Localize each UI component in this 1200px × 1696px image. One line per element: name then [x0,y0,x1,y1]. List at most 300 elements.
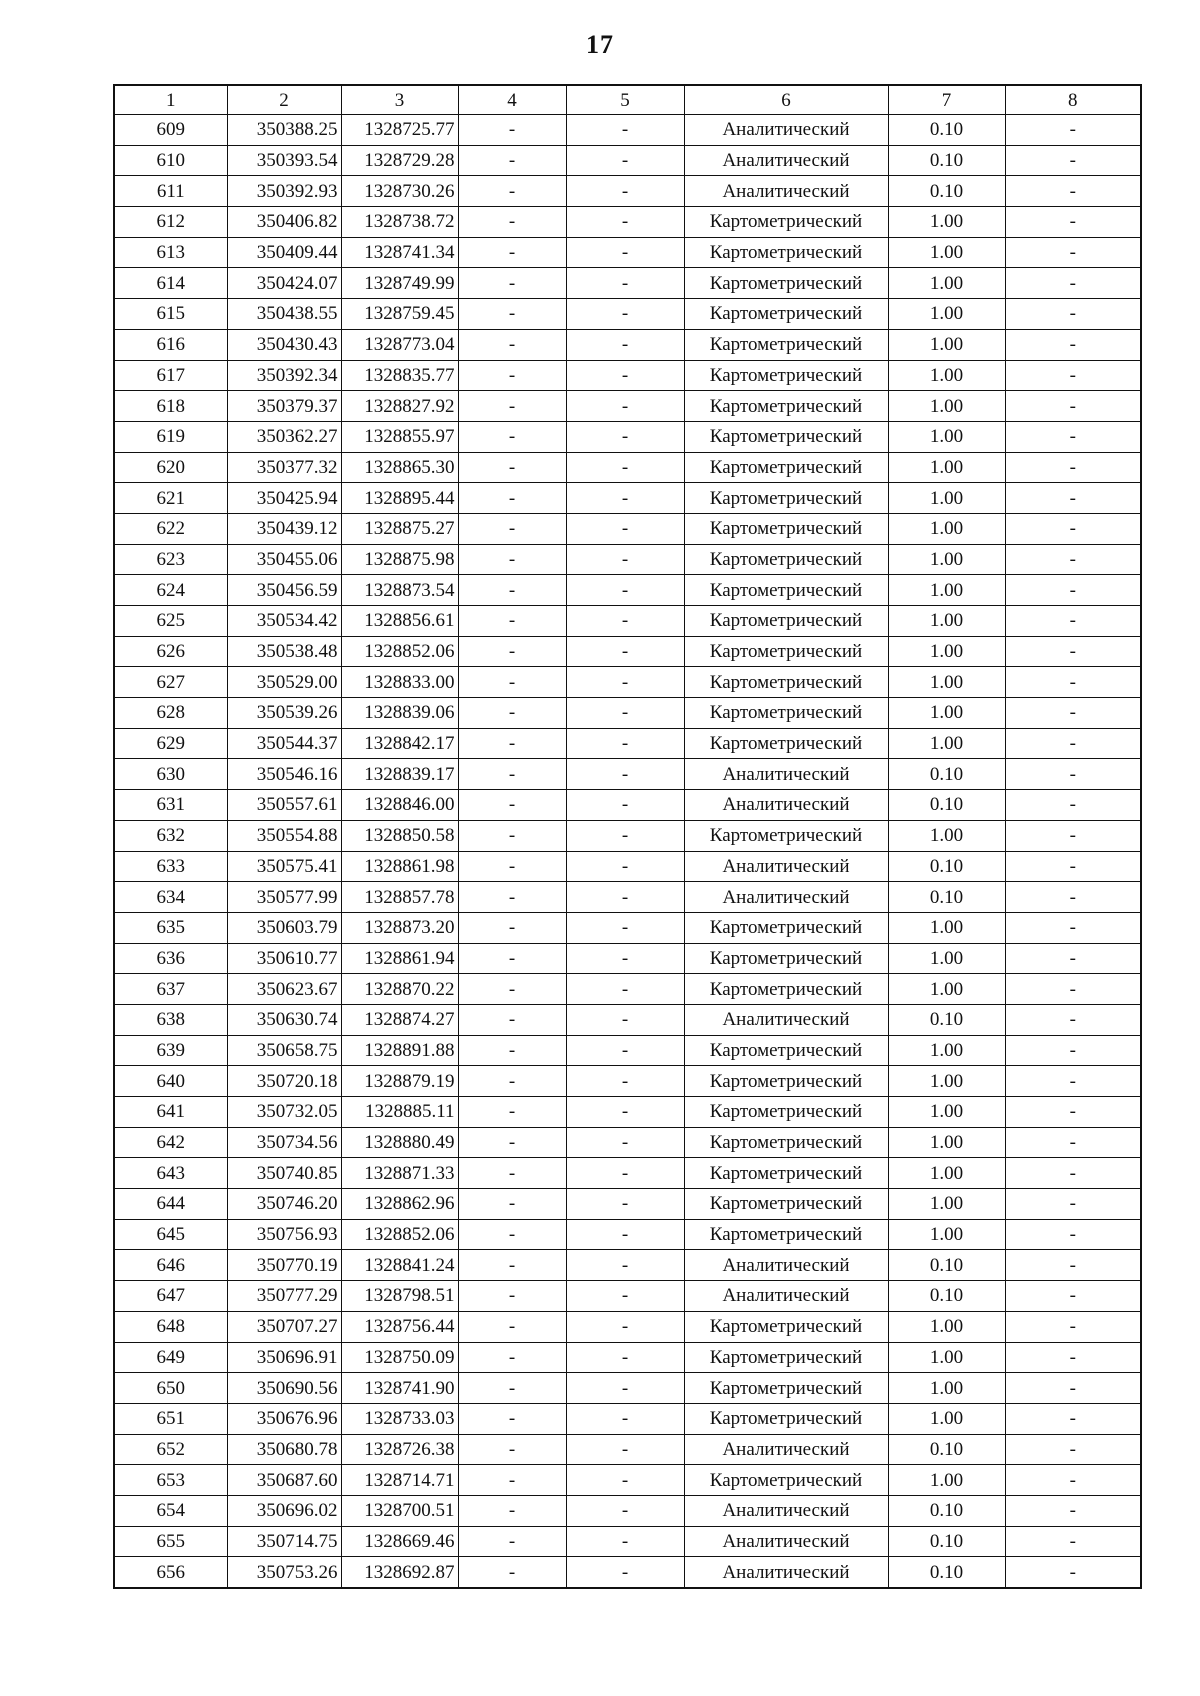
x-coordinate-cell: 350392.34 [227,360,341,391]
column-header-1: 1 [114,85,227,115]
table-row [114,1495,1141,1526]
x-coordinate-cell: 350630.74 [227,1004,341,1035]
method-cell: Картометрический [684,391,888,422]
point-number-cell: 653 [114,1465,227,1496]
method-cell: Аналитический [684,1557,888,1588]
x-coordinate-cell: 350676.96 [227,1403,341,1434]
col-4-value-cell: - [458,636,566,667]
col-4-value-cell: - [458,237,566,268]
col-5-value-cell: - [566,606,684,637]
col-8-value-cell: - [1005,268,1141,299]
method-cell: Картометрический [684,513,888,544]
method-cell: Аналитический [684,759,888,790]
col-4-value-cell: - [458,1281,566,1312]
accuracy-cell: 1.00 [888,391,1005,422]
table-row [114,790,1141,821]
table-row [114,1526,1141,1557]
col-8-value-cell: - [1005,912,1141,943]
accuracy-cell: 1.00 [888,544,1005,575]
accuracy-cell: 0.10 [888,790,1005,821]
x-coordinate-cell: 350392.93 [227,176,341,207]
y-coordinate-cell: 1328730.26 [341,176,458,207]
col-5-value-cell: - [566,759,684,790]
y-coordinate-cell: 1328871.33 [341,1158,458,1189]
table-row [114,943,1141,974]
accuracy-cell: 1.00 [888,483,1005,514]
accuracy-cell: 1.00 [888,1066,1005,1097]
col-8-value-cell: - [1005,1465,1141,1496]
x-coordinate-cell: 350575.41 [227,851,341,882]
col-8-value-cell: - [1005,1189,1141,1220]
table-row [114,207,1141,238]
col-8-value-cell: - [1005,759,1141,790]
accuracy-cell: 0.10 [888,1434,1005,1465]
col-5-value-cell: - [566,145,684,176]
point-number-cell: 624 [114,575,227,606]
col-4-value-cell: - [458,759,566,790]
x-coordinate-cell: 350377.32 [227,452,341,483]
point-number-cell: 656 [114,1557,227,1588]
col-4-value-cell: - [458,329,566,360]
col-5-value-cell: - [566,943,684,974]
column-header-5: 5 [566,85,684,115]
y-coordinate-cell: 1328842.17 [341,728,458,759]
accuracy-cell: 1.00 [888,606,1005,637]
accuracy-cell: 1.00 [888,974,1005,1005]
table-row [114,1066,1141,1097]
y-coordinate-cell: 1328856.61 [341,606,458,637]
y-coordinate-cell: 1328875.27 [341,513,458,544]
accuracy-cell: 1.00 [888,237,1005,268]
table-row [114,1465,1141,1496]
col-8-value-cell: - [1005,391,1141,422]
col-8-value-cell: - [1005,943,1141,974]
x-coordinate-cell: 350529.00 [227,667,341,698]
x-coordinate-cell: 350687.60 [227,1465,341,1496]
col-5-value-cell: - [566,790,684,821]
method-cell: Картометрический [684,667,888,698]
method-cell: Картометрический [684,421,888,452]
col-4-value-cell: - [458,360,566,391]
method-cell: Аналитический [684,176,888,207]
y-coordinate-cell: 1328873.54 [341,575,458,606]
col-5-value-cell: - [566,1342,684,1373]
table-row [114,1097,1141,1128]
point-number-cell: 651 [114,1403,227,1434]
col-8-value-cell: - [1005,145,1141,176]
col-4-value-cell: - [458,1189,566,1220]
col-4-value-cell: - [458,1127,566,1158]
y-coordinate-cell: 1328891.88 [341,1035,458,1066]
col-5-value-cell: - [566,1004,684,1035]
col-5-value-cell: - [566,636,684,667]
point-number-cell: 622 [114,513,227,544]
col-4-value-cell: - [458,483,566,514]
point-number-cell: 621 [114,483,227,514]
col-8-value-cell: - [1005,1281,1141,1312]
method-cell: Картометрический [684,452,888,483]
x-coordinate-cell: 350603.79 [227,912,341,943]
col-5-value-cell: - [566,299,684,330]
point-number-cell: 647 [114,1281,227,1312]
accuracy-cell: 1.00 [888,360,1005,391]
y-coordinate-cell: 1328733.03 [341,1403,458,1434]
point-number-cell: 620 [114,452,227,483]
point-number-cell: 628 [114,698,227,729]
accuracy-cell: 1.00 [888,1311,1005,1342]
col-4-value-cell: - [458,452,566,483]
col-8-value-cell: - [1005,728,1141,759]
method-cell: Картометрический [684,237,888,268]
y-coordinate-cell: 1328852.06 [341,636,458,667]
table-body [114,115,1141,1589]
y-coordinate-cell: 1328870.22 [341,974,458,1005]
point-number-cell: 617 [114,360,227,391]
method-cell: Картометрический [684,1127,888,1158]
method-cell: Картометрический [684,1465,888,1496]
method-cell: Аналитический [684,790,888,821]
col-4-value-cell: - [458,698,566,729]
col-5-value-cell: - [566,667,684,698]
x-coordinate-cell: 350456.59 [227,575,341,606]
point-number-cell: 639 [114,1035,227,1066]
method-cell: Картометрический [684,1189,888,1220]
x-coordinate-cell: 350696.91 [227,1342,341,1373]
method-cell: Аналитический [684,1495,888,1526]
x-coordinate-cell: 350557.61 [227,790,341,821]
table-row [114,299,1141,330]
y-coordinate-cell: 1328839.17 [341,759,458,790]
method-cell: Аналитический [684,882,888,913]
table-row [114,912,1141,943]
y-coordinate-cell: 1328879.19 [341,1066,458,1097]
x-coordinate-cell: 350438.55 [227,299,341,330]
table-row [114,667,1141,698]
col-4-value-cell: - [458,943,566,974]
col-4-value-cell: - [458,299,566,330]
col-5-value-cell: - [566,820,684,851]
accuracy-cell: 1.00 [888,268,1005,299]
method-cell: Картометрический [684,1066,888,1097]
col-4-value-cell: - [458,1066,566,1097]
col-8-value-cell: - [1005,115,1141,146]
table-row [114,329,1141,360]
table-row [114,1557,1141,1588]
x-coordinate-cell: 350439.12 [227,513,341,544]
accuracy-cell: 0.10 [888,1495,1005,1526]
col-8-value-cell: - [1005,1526,1141,1557]
table-row [114,452,1141,483]
y-coordinate-cell: 1328741.90 [341,1373,458,1404]
col-8-value-cell: - [1005,329,1141,360]
col-4-value-cell: - [458,820,566,851]
accuracy-cell: 0.10 [888,176,1005,207]
point-number-cell: 643 [114,1158,227,1189]
col-4-value-cell: - [458,513,566,544]
col-8-value-cell: - [1005,851,1141,882]
method-cell: Картометрический [684,544,888,575]
column-header-7: 7 [888,85,1005,115]
y-coordinate-cell: 1328756.44 [341,1311,458,1342]
accuracy-cell: 0.10 [888,1250,1005,1281]
y-coordinate-cell: 1328846.00 [341,790,458,821]
x-coordinate-cell: 350623.67 [227,974,341,1005]
y-coordinate-cell: 1328857.78 [341,882,458,913]
col-4-value-cell: - [458,1004,566,1035]
point-number-cell: 638 [114,1004,227,1035]
accuracy-cell: 1.00 [888,728,1005,759]
method-cell: Картометрический [684,207,888,238]
col-4-value-cell: - [458,145,566,176]
table-row [114,759,1141,790]
point-number-cell: 644 [114,1189,227,1220]
point-number-cell: 654 [114,1495,227,1526]
col-8-value-cell: - [1005,606,1141,637]
point-number-cell: 652 [114,1434,227,1465]
point-number-cell: 619 [114,421,227,452]
col-5-value-cell: - [566,452,684,483]
col-5-value-cell: - [566,1495,684,1526]
col-8-value-cell: - [1005,1066,1141,1097]
method-cell: Аналитический [684,1281,888,1312]
point-number-cell: 632 [114,820,227,851]
y-coordinate-cell: 1328855.97 [341,421,458,452]
x-coordinate-cell: 350388.25 [227,115,341,146]
x-coordinate-cell: 350756.93 [227,1219,341,1250]
x-coordinate-cell: 350393.54 [227,145,341,176]
table-row [114,1373,1141,1404]
table-row [114,1250,1141,1281]
col-4-value-cell: - [458,575,566,606]
col-4-value-cell: - [458,1342,566,1373]
point-number-cell: 612 [114,207,227,238]
col-8-value-cell: - [1005,1127,1141,1158]
col-5-value-cell: - [566,1526,684,1557]
accuracy-cell: 1.00 [888,1403,1005,1434]
x-coordinate-cell: 350707.27 [227,1311,341,1342]
method-cell: Аналитический [684,1434,888,1465]
method-cell: Картометрический [684,1342,888,1373]
point-number-cell: 618 [114,391,227,422]
point-number-cell: 633 [114,851,227,882]
col-8-value-cell: - [1005,1004,1141,1035]
column-header-3: 3 [341,85,458,115]
y-coordinate-cell: 1328798.51 [341,1281,458,1312]
x-coordinate-cell: 350538.48 [227,636,341,667]
table-row [114,1035,1141,1066]
column-header-4: 4 [458,85,566,115]
x-coordinate-cell: 350777.29 [227,1281,341,1312]
y-coordinate-cell: 1328852.06 [341,1219,458,1250]
table-row [114,268,1141,299]
col-8-value-cell: - [1005,1097,1141,1128]
accuracy-cell: 1.00 [888,1219,1005,1250]
y-coordinate-cell: 1328669.46 [341,1526,458,1557]
y-coordinate-cell: 1328865.30 [341,452,458,483]
table-row [114,1311,1141,1342]
method-cell: Картометрический [684,728,888,759]
table-row [114,513,1141,544]
col-5-value-cell: - [566,851,684,882]
col-5-value-cell: - [566,1373,684,1404]
method-cell: Аналитический [684,1250,888,1281]
col-8-value-cell: - [1005,544,1141,575]
col-5-value-cell: - [566,176,684,207]
table-row [114,606,1141,637]
x-coordinate-cell: 350680.78 [227,1434,341,1465]
col-5-value-cell: - [566,728,684,759]
col-5-value-cell: - [566,391,684,422]
point-number-cell: 655 [114,1526,227,1557]
method-cell: Аналитический [684,1526,888,1557]
y-coordinate-cell: 1328835.77 [341,360,458,391]
method-cell: Аналитический [684,115,888,146]
col-5-value-cell: - [566,698,684,729]
table-row [114,636,1141,667]
header-row [114,85,1141,115]
point-number-cell: 635 [114,912,227,943]
x-coordinate-cell: 350362.27 [227,421,341,452]
point-number-cell: 641 [114,1097,227,1128]
y-coordinate-cell: 1328841.24 [341,1250,458,1281]
col-5-value-cell: - [566,483,684,514]
col-5-value-cell: - [566,1434,684,1465]
table-row [114,1281,1141,1312]
y-coordinate-cell: 1328873.20 [341,912,458,943]
col-4-value-cell: - [458,1158,566,1189]
accuracy-cell: 1.00 [888,1127,1005,1158]
col-5-value-cell: - [566,1189,684,1220]
accuracy-cell: 0.10 [888,145,1005,176]
point-number-cell: 634 [114,882,227,913]
y-coordinate-cell: 1328692.87 [341,1557,458,1588]
accuracy-cell: 1.00 [888,698,1005,729]
point-number-cell: 640 [114,1066,227,1097]
accuracy-cell: 0.10 [888,115,1005,146]
method-cell: Картометрический [684,360,888,391]
col-8-value-cell: - [1005,1434,1141,1465]
method-cell: Картометрический [684,483,888,514]
col-5-value-cell: - [566,882,684,913]
col-8-value-cell: - [1005,698,1141,729]
point-number-cell: 611 [114,176,227,207]
col-4-value-cell: - [458,1465,566,1496]
x-coordinate-cell: 350690.56 [227,1373,341,1404]
col-8-value-cell: - [1005,1219,1141,1250]
col-8-value-cell: - [1005,1035,1141,1066]
table-row [114,237,1141,268]
point-number-cell: 631 [114,790,227,821]
accuracy-cell: 1.00 [888,452,1005,483]
col-8-value-cell: - [1005,1557,1141,1588]
x-coordinate-cell: 350753.26 [227,1557,341,1588]
accuracy-cell: 0.10 [888,759,1005,790]
accuracy-cell: 0.10 [888,1281,1005,1312]
accuracy-cell: 0.10 [888,882,1005,913]
col-8-value-cell: - [1005,974,1141,1005]
accuracy-cell: 1.00 [888,1097,1005,1128]
y-coordinate-cell: 1328850.58 [341,820,458,851]
accuracy-cell: 0.10 [888,1557,1005,1588]
method-cell: Картометрический [684,329,888,360]
accuracy-cell: 1.00 [888,636,1005,667]
accuracy-cell: 1.00 [888,1342,1005,1373]
accuracy-cell: 1.00 [888,667,1005,698]
col-8-value-cell: - [1005,452,1141,483]
point-number-cell: 645 [114,1219,227,1250]
y-coordinate-cell: 1328725.77 [341,115,458,146]
y-coordinate-cell: 1328874.27 [341,1004,458,1035]
col-8-value-cell: - [1005,483,1141,514]
col-4-value-cell: - [458,176,566,207]
col-4-value-cell: - [458,207,566,238]
point-number-cell: 636 [114,943,227,974]
y-coordinate-cell: 1328827.92 [341,391,458,422]
point-number-cell: 616 [114,329,227,360]
table-row [114,1158,1141,1189]
col-5-value-cell: - [566,1403,684,1434]
accuracy-cell: 1.00 [888,1373,1005,1404]
col-4-value-cell: - [458,974,566,1005]
col-4-value-cell: - [458,391,566,422]
x-coordinate-cell: 350425.94 [227,483,341,514]
method-cell: Картометрический [684,636,888,667]
y-coordinate-cell: 1328729.28 [341,145,458,176]
col-8-value-cell: - [1005,636,1141,667]
col-4-value-cell: - [458,1035,566,1066]
column-header-8: 8 [1005,85,1141,115]
col-5-value-cell: - [566,575,684,606]
table-row [114,1403,1141,1434]
accuracy-cell: 1.00 [888,329,1005,360]
col-4-value-cell: - [458,115,566,146]
col-8-value-cell: - [1005,882,1141,913]
col-8-value-cell: - [1005,1311,1141,1342]
x-coordinate-cell: 350714.75 [227,1526,341,1557]
col-4-value-cell: - [458,912,566,943]
y-coordinate-cell: 1328714.71 [341,1465,458,1496]
col-4-value-cell: - [458,544,566,575]
y-coordinate-cell: 1328862.96 [341,1189,458,1220]
col-4-value-cell: - [458,1097,566,1128]
col-4-value-cell: - [458,1250,566,1281]
page-number: 17 [586,30,614,59]
x-coordinate-cell: 350610.77 [227,943,341,974]
col-5-value-cell: - [566,360,684,391]
x-coordinate-cell: 350424.07 [227,268,341,299]
table-row [114,544,1141,575]
col-5-value-cell: - [566,1557,684,1588]
col-4-value-cell: - [458,728,566,759]
point-number-cell: 614 [114,268,227,299]
method-cell: Картометрический [684,575,888,606]
accuracy-cell: 1.00 [888,1465,1005,1496]
col-8-value-cell: - [1005,1250,1141,1281]
col-8-value-cell: - [1005,1158,1141,1189]
col-5-value-cell: - [566,329,684,360]
method-cell: Картометрический [684,1311,888,1342]
col-5-value-cell: - [566,1127,684,1158]
col-8-value-cell: - [1005,575,1141,606]
table-row [114,851,1141,882]
col-5-value-cell: - [566,1066,684,1097]
point-number-cell: 609 [114,115,227,146]
accuracy-cell: 0.10 [888,851,1005,882]
y-coordinate-cell: 1328833.00 [341,667,458,698]
accuracy-cell: 0.10 [888,1004,1005,1035]
table-row [114,391,1141,422]
col-4-value-cell: - [458,268,566,299]
